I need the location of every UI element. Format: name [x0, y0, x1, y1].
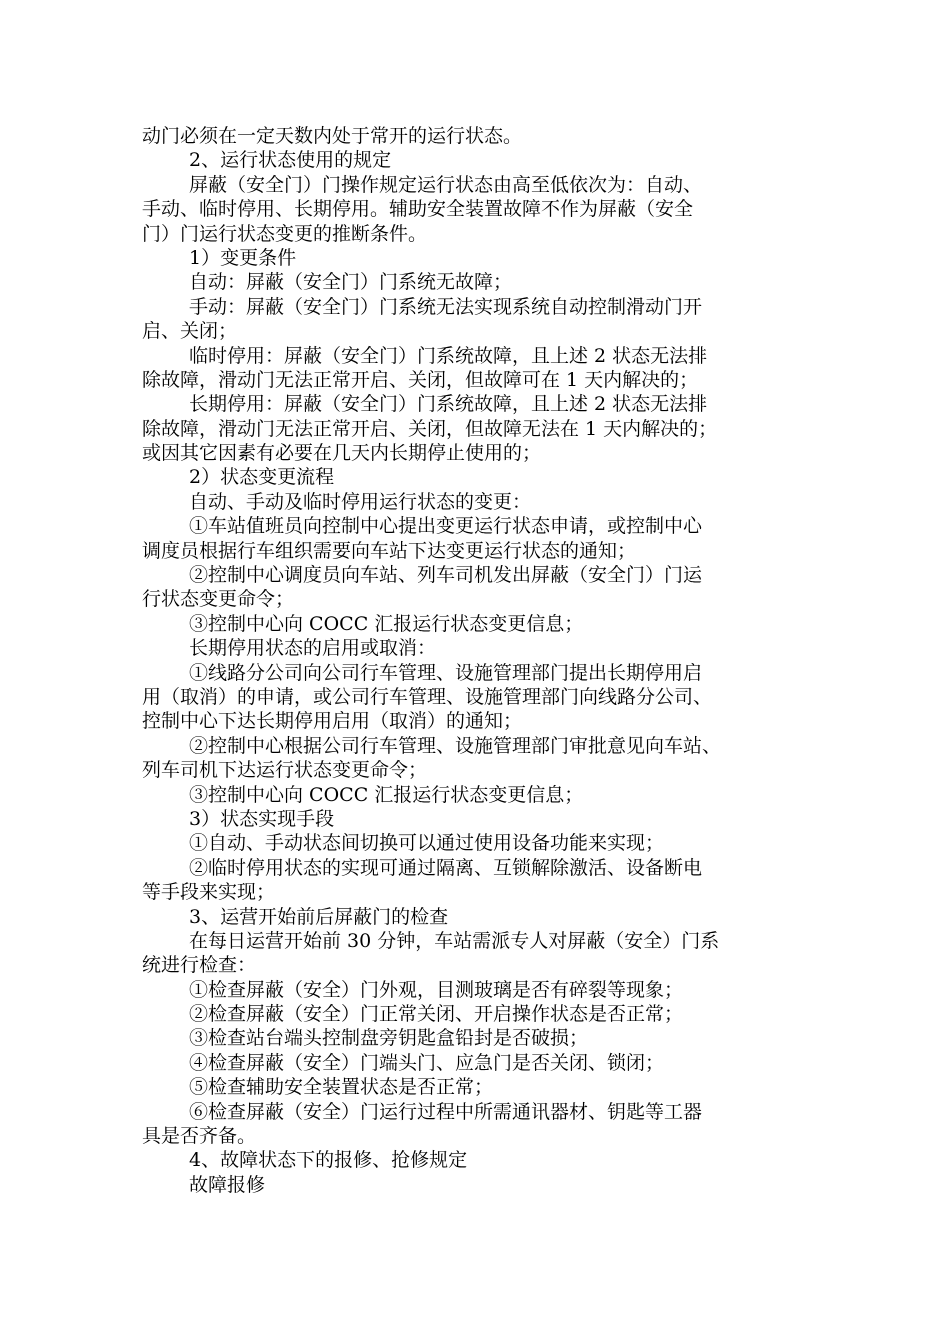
- text-line: 4、故障状态下的报修、抢修规定: [189, 1149, 468, 1172]
- text-line: 门）门运行状态变更的推断条件。: [142, 222, 428, 245]
- text-line: 除故障，滑动门无法正常开启、关闭，但故障无法在 1 天内解决的；: [142, 417, 718, 440]
- text-line: ③检查站台端头控制盘旁钥匙盒铅封是否破损；: [189, 1027, 589, 1050]
- text-line: ⑤检查辅助安全装置状态是否正常；: [189, 1076, 494, 1099]
- text-line: 调度员根据行车组织需要向车站下达变更运行状态的通知；: [142, 539, 637, 562]
- text-line: 3、运营开始前后屏蔽门的检查: [189, 905, 449, 928]
- text-line: 长期停用：屏蔽（安全门）门系统故障，且上述 2 状态无法排: [189, 393, 708, 416]
- text-line: 在每日运营开始前 30 分钟，车站需派专人对屏蔽（安全）门系: [189, 929, 720, 952]
- text-line: ④检查屏蔽（安全）门端头门、应急门是否关闭、锁闭；: [189, 1051, 665, 1074]
- text-line: 行状态变更命令；: [142, 588, 295, 611]
- text-line: 自动：屏蔽（安全门）门系统无故障；: [189, 271, 513, 294]
- document-body: [142, 124, 822, 1197]
- text-line: 用（取消）的申请，或公司行车管理、设施管理部门向线路分公司、: [142, 685, 713, 708]
- text-line: 或因其它因素有必要在几天内长期停止使用的；: [142, 442, 542, 465]
- text-line: 临时停用：屏蔽（安全门）门系统故障，且上述 2 状态无法排: [189, 344, 708, 367]
- text-line: 3）状态实现手段: [189, 807, 335, 830]
- text-line: 具是否齐备。: [142, 1125, 257, 1148]
- text-line: 屏蔽（安全门）门操作规定运行状态由高至低依次为：自动、: [189, 173, 703, 196]
- text-line: 1）变更条件: [189, 246, 297, 269]
- text-line: 2）状态变更流程: [189, 466, 335, 489]
- text-line: ②检查屏蔽（安全）门正常关闭、开启操作状态是否正常；: [189, 1003, 684, 1026]
- text-line: ②临时停用状态的实现可通过隔离、互锁解除激活、设备断电: [189, 856, 703, 879]
- text-line: 列车司机下达运行状态变更命令；: [142, 759, 428, 782]
- text-line: ①自动、手动状态间切换可以通过使用设备功能来实现；: [189, 832, 665, 855]
- text-line: 手动、临时停用、长期停用。辅助安全装置故障不作为屏蔽（安全: [142, 198, 694, 221]
- text-line: 动门必须在一定天数内处于常开的运行状态。: [142, 125, 523, 147]
- text-line: 统进行检查：: [142, 954, 257, 977]
- text-line: 手动：屏蔽（安全门）门系统无法实现系统自动控制滑动门开: [189, 295, 703, 318]
- text-line: 除故障，滑动门无法正常开启、关闭，但故障可在 1 天内解决的；: [142, 368, 699, 391]
- text-line: ②控制中心根据公司行车管理、设施管理部门审批意见向车站、: [189, 734, 722, 757]
- text-line: 等手段来实现；: [142, 881, 276, 904]
- text-line: ①车站值班员向控制中心提出变更运行状态申请，或控制中心: [189, 515, 703, 538]
- text-line: ⑥检查屏蔽（安全）门运行过程中所需通讯器材、钥匙等工器: [189, 1100, 703, 1123]
- text-line: 长期停用状态的启用或取消：: [189, 637, 437, 660]
- text-line: ②控制中心调度员向车站、列车司机发出屏蔽（安全门）门运: [189, 564, 703, 587]
- text-line: 故障报修: [189, 1173, 266, 1196]
- text-line: 2、运行状态使用的规定: [189, 149, 392, 172]
- text-line: ①线路分公司向公司行车管理、设施管理部门提出长期停用启: [189, 661, 703, 684]
- text-line: 启、关闭；: [142, 320, 238, 343]
- text-line: 控制中心下达长期停用启用（取消）的通知；: [142, 710, 523, 733]
- text-line: ①检查屏蔽（安全）门外观，目测玻璃是否有碎裂等现象；: [189, 978, 684, 1001]
- text-line: 自动、手动及临时停用运行状态的变更：: [189, 490, 532, 513]
- text-line: ③控制中心向 COCC 汇报运行状态变更信息；: [189, 783, 584, 806]
- text-line: ③控制中心向 COCC 汇报运行状态变更信息；: [189, 612, 584, 635]
